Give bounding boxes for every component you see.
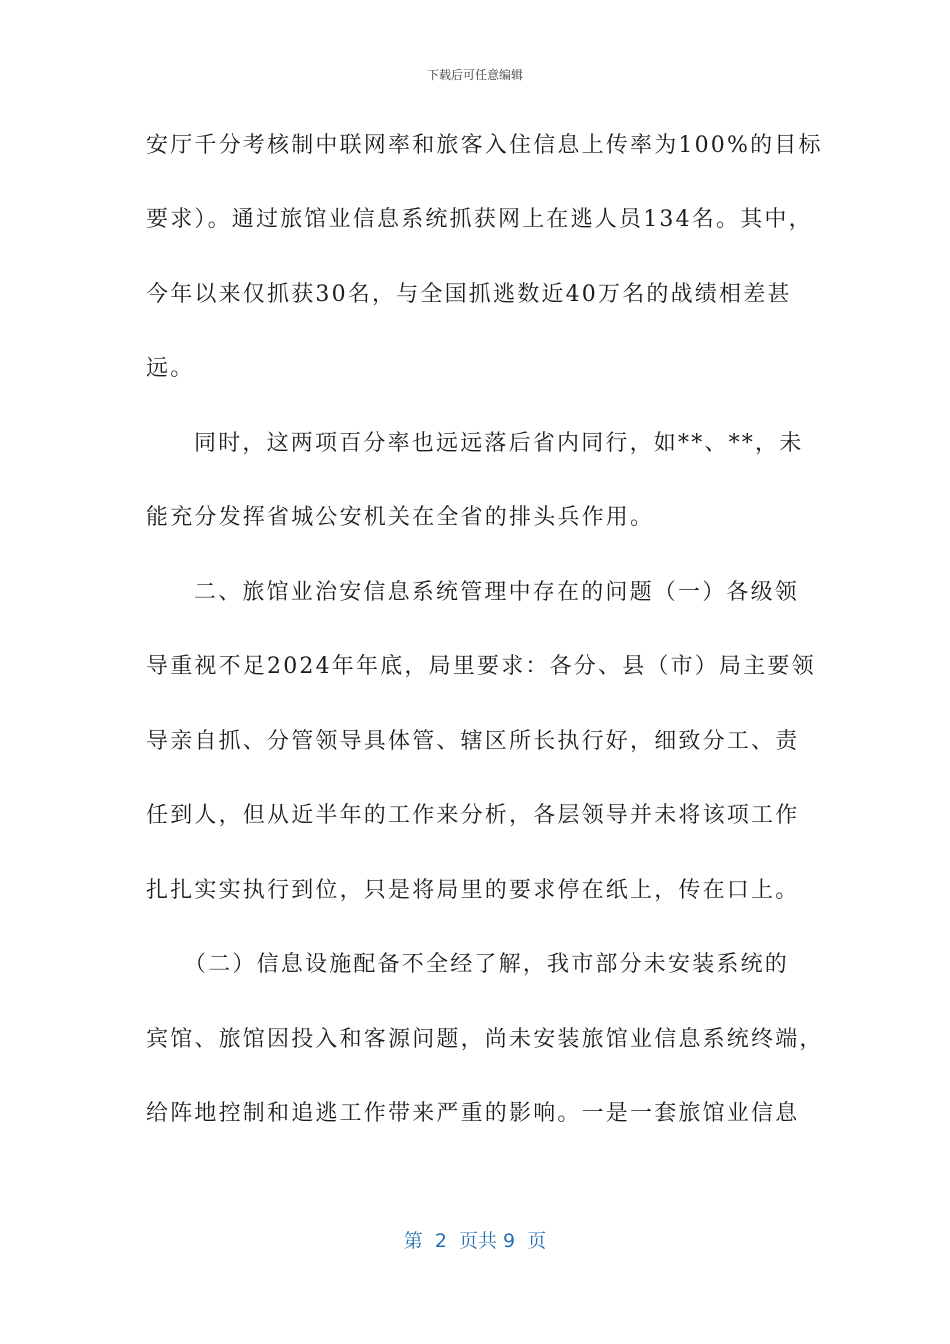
text-line: 要求）。通过旅馆业信息系统抓获网上在逃人员134名。其中， bbox=[146, 207, 813, 232]
text-line: 扎扎实实执行到位，只是将局里的要求停在纸上，传在口上。 bbox=[146, 878, 800, 903]
text-line: 宾馆、旅馆因投入和客源问题，尚未安装旅馆业信息系统终端， bbox=[146, 1027, 824, 1052]
text-line: 远。 bbox=[146, 356, 195, 381]
text-line: 今年以来仅抓获30名，与全国抓逃数近40万名的战绩相差甚 bbox=[146, 282, 792, 307]
section-heading-line: 二、旅馆业治安信息系统管理中存在的问题（一）各级领 bbox=[194, 580, 800, 605]
page-number-footer: 第 2 页共 9 页 bbox=[403, 1230, 547, 1252]
text-line: 安厅千分考核制中联网率和旅客入住信息上传率为100%的目标 bbox=[146, 133, 823, 158]
text-line: 能充分发挥省城公安机关在全省的排头兵作用。 bbox=[146, 505, 655, 530]
subsection-first-line: （二）信息设施配备不全经了解，我市部分未安装系统的 bbox=[184, 952, 790, 977]
text-line: 导亲自抓、分管领导具体管、辖区所长执行好，细致分工、责 bbox=[146, 729, 800, 754]
text-line: 导重视不足2024年年底，局里要求：各分、县（市）局主要领 bbox=[146, 654, 816, 679]
text-line: 任到人，但从近半年的工作来分析，各层领导并未将该项工作 bbox=[146, 803, 800, 828]
paragraph-first-line: 同时，这两项百分率也远远落后省内同行，如**、**，未 bbox=[194, 431, 804, 456]
page-header-note: 下载后可任意编辑 bbox=[426, 68, 523, 82]
text-line: 给阵地控制和追逃工作带来严重的影响。一是一套旅馆业信息 bbox=[146, 1101, 800, 1126]
